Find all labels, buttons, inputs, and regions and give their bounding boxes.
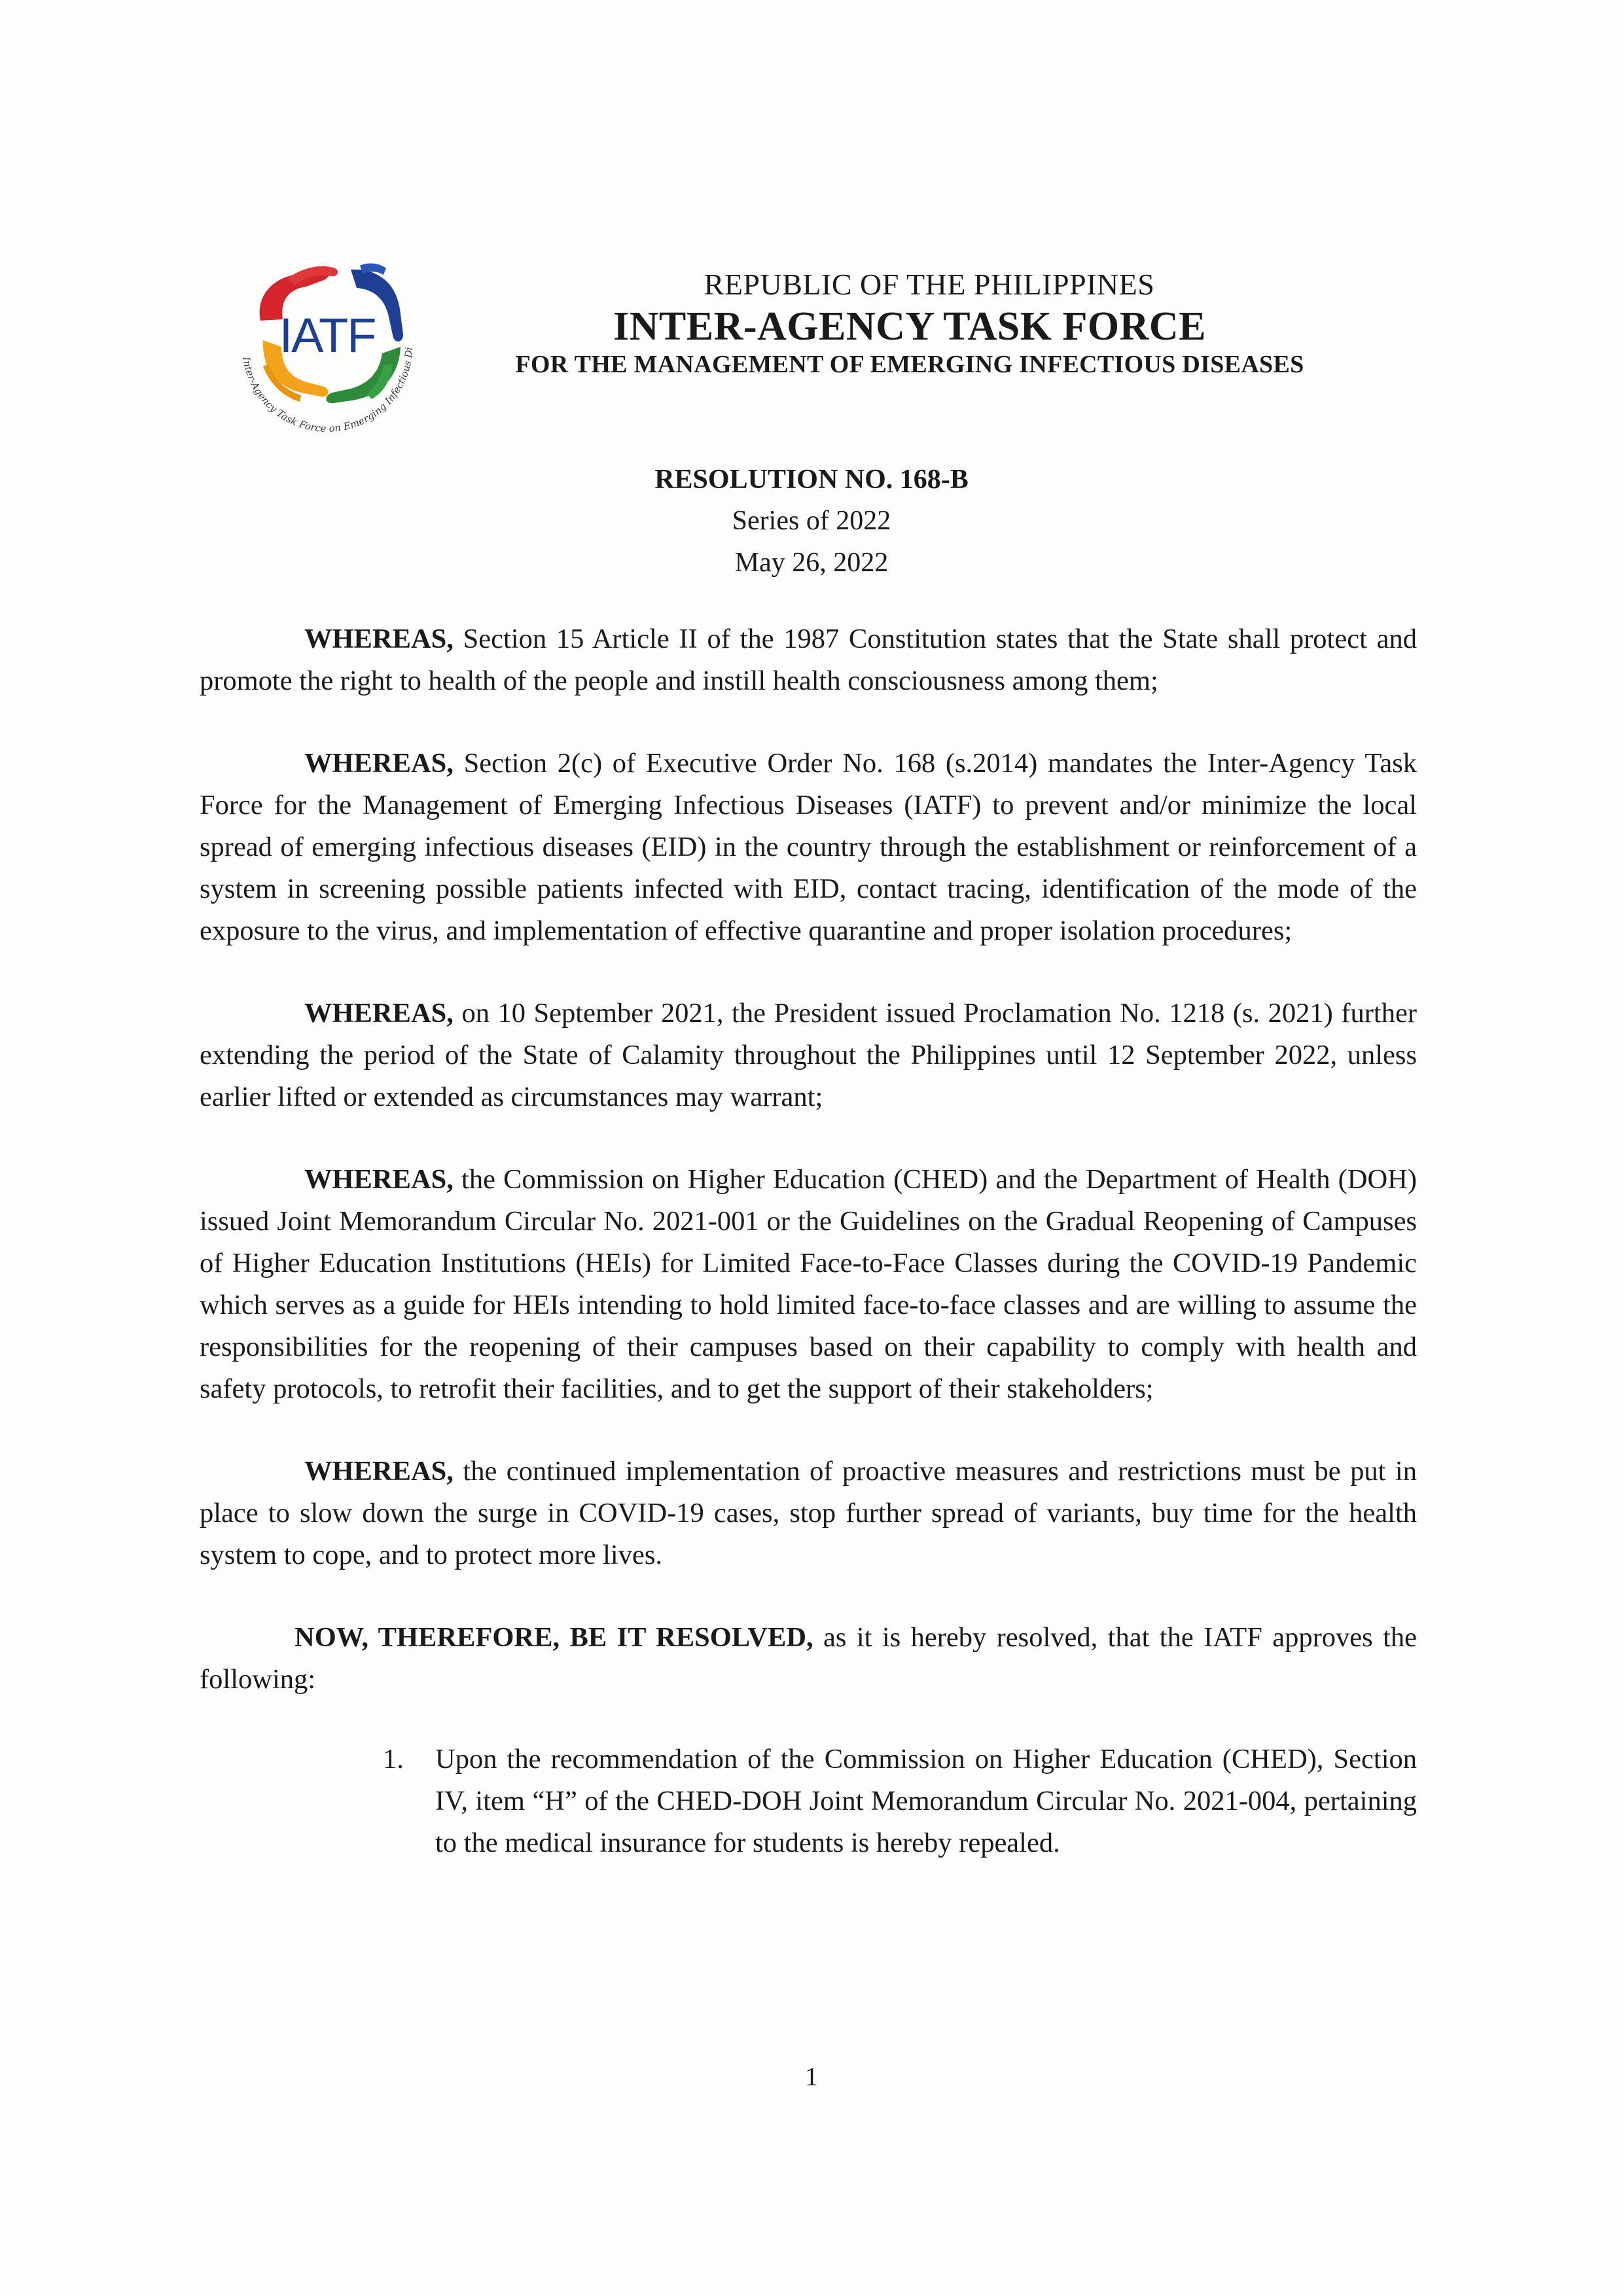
whereas-text: the continued implementation of proactive measures and restrictions must be put in place to slow down the surge in COVID-19 cases, stop further spread of variants, buy time for the health system to cope, and to protect more lives. (200, 1456, 1417, 1570)
resolution-series: Series of 2022 (732, 506, 891, 536)
resolution-body (200, 618, 1417, 1864)
whereas-lead: WHEREAS, (304, 998, 454, 1029)
whereas-lead: WHEREAS, (304, 1456, 454, 1487)
resolution-title: RESOLUTION NO. 168-B (654, 465, 969, 495)
whereas-lead: WHEREAS, (304, 624, 454, 654)
svg-text:IATF: IATF (279, 308, 376, 362)
resolution-date: May 26, 2022 (734, 548, 889, 578)
whereas-text: on 10 September 2021, the President issued Proclamation No. 1218 (s. 2021) further extending the period of the State of Calamity throughout the Philippines until 12 September 2022, unless earlier lifted or extended as circumstances may warrant; (200, 998, 1417, 1112)
whereas-text: the Commission on Higher Education (CHED) and the Department of Health (DOH) issued Joint Memorandum Circular No. 2021-001 or the Guidelines on the Gradual Reopening of Campuses of Higher Education Institutions (HEIs) for Limited Face-to-Face Classes during the COVID-19 Pandemic which serves as a guide for HEIs intending to hold limited face-to-face classes and are willing to assume the responsibilities for the reopening of their campuses based on their capability to comply with health and safety protocols, to retrofit their facilities, and to get the support of their stakeholders; (200, 1164, 1417, 1404)
item-text: Upon the recommendation of the Commission on Higher Education (CHED), Section IV, item “H” of the CHED-DOH Joint Memorandum Circular No. 2021-004, pertaining to the medical insurance for students is hereby repealed. (435, 1744, 1417, 1858)
whereas-paragraph (200, 1451, 1417, 1576)
whereas-paragraph (200, 618, 1417, 702)
letterhead-agency: INTER-AGENCY TASK FORCE (613, 304, 1207, 349)
item-number: 1. (383, 1744, 404, 1775)
resolved-text: as it is hereby resolved, that the IATF approves the following: (200, 1622, 1417, 1695)
iatf-logo (223, 249, 432, 445)
resolution-item (383, 1739, 1417, 1864)
svg-text:Inter-Agency Task Force on Eme: Inter-Agency Task Force on Emerging Infectious Di (240, 347, 416, 435)
whereas-paragraph (200, 743, 1417, 952)
resolved-paragraph (200, 1617, 1417, 1701)
whereas-paragraph (200, 993, 1417, 1118)
letterhead-subtitle: FOR THE MANAGEMENT OF EMERGING INFECTIOUS DISEASES (515, 351, 1304, 378)
letterhead (432, 265, 1387, 380)
whereas-lead: WHEREAS, (304, 748, 454, 779)
whereas-text: Section 15 Article II of the 1987 Constitution states that the State shall protect and promote the right to health of the people and instill health consciousness among them; (200, 624, 1417, 696)
letterhead-country: REPUBLIC OF THE PHILIPPINES (704, 268, 1155, 301)
resolution-header (550, 459, 1073, 584)
iatf-logo-icon (223, 249, 432, 445)
resolved-lead: NOW, THEREFORE, BE IT RESOLVED, (294, 1622, 813, 1653)
whereas-lead: WHEREAS, (304, 1164, 454, 1195)
page-number: 1 (805, 2062, 818, 2091)
whereas-text: Section 2(c) of Executive Order No. 168 (s.2014) mandates the Inter-Agency Task Force for the Management of Emerging Infectious Diseases (IATF) to prevent and/or minimize the local spread of emerging infectious diseases (EID) in the country through the establishment or reinforcement of a system in screening possible patients infected with EID, contact tracing, identification of the mode of the exposure to the virus, and implementation of effective quarantine and proper isolation procedures; (200, 748, 1417, 946)
whereas-paragraph (200, 1159, 1417, 1410)
